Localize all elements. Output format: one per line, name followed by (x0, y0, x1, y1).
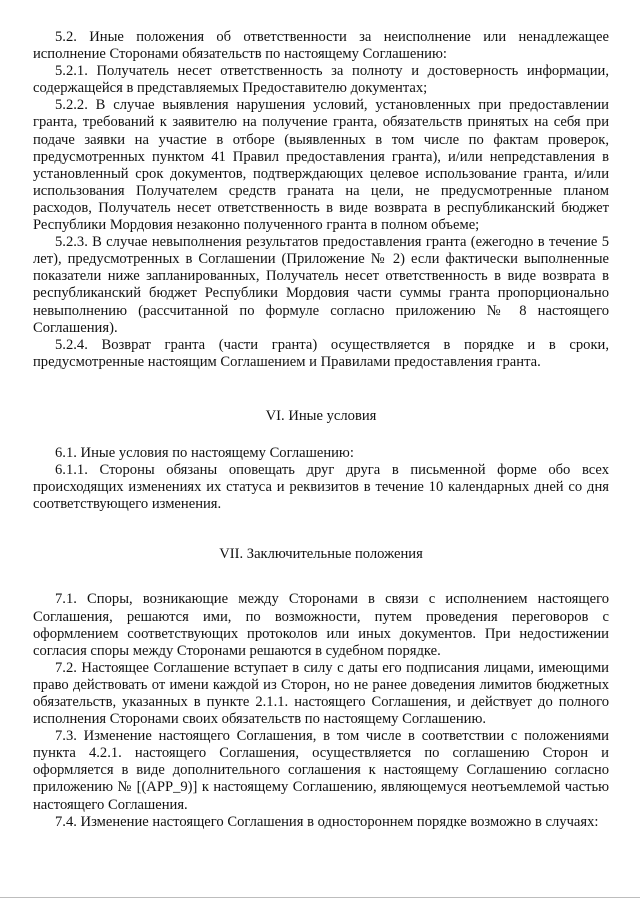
clause-7-1: 7.1. Споры, возникающие между Сторонами в связи с исполнением настоящего Соглашения, решаются ими, по возможности, путем проведения переговоров с оформлением соответствующих протоколов или иных документов. При недостижении согласия споры между Сторонами решаются в судебном порядке. (33, 591, 609, 659)
section-7-heading: VII. Заключительные положения (219, 546, 423, 563)
section-6-heading: VI. Иные условия (265, 407, 377, 424)
clause-7-2: 7.2. Настоящее Соглашение вступает в силу с даты его подписания лицами, имеющими право действовать от имени каждой из Сторон, но не ранее доведения лимитов бюджетных обязательств, указанных в пункте 2.1.1. настоящего Соглашения, и действует до полного исполнения Сторонами своих обязательств по настоящему Соглашению. (33, 659, 609, 728)
clause-5-2-4: 5.2.4. Возврат гранта (части гранта) осуществляется в порядке и в сроки, предусмотренные настоящим Соглашением и Правилами предоставления гранта. (33, 336, 609, 370)
clause-5-2: 5.2. Иные положения об ответственности за неисполнение или ненадлежащее исполнение Сторонами обязательств по настоящему Соглашению: (33, 29, 609, 63)
clause-5-2-2: 5.2.2. В случае выявления нарушения условий, установленных при предоставлении гранта, требований к заявителю на получение гранта, обязательств принятых на себя при подаче заявки на участие в отборе (выявленных в том числе по фактам проверок, предусмотренных пунктом 41 Правил предоставления гранта), и/или непредставления в установленный срок документов, подтверждающих целевое использование гранта, и/или использования Получателем средств граната на цели, не предусмотренные планом расходов, Получатель несет ответственность в виде возврата в республиканский бюджет Республики Мордовия незаконно полученного гранта в полном объеме; (33, 97, 609, 234)
clause-7-3: 7.3. Изменение настоящего Соглашения, в том числе в соответствии с положениями пункта 4.2.1. настоящего Соглашения, осуществляется по соглашению Сторон и оформляется в виде дополнительного соглашения к настоящему Соглашению согласно приложению № [(APP_9)] к настоящему Соглашению, являющемуся неотъемлемой частью настоящего Соглашения. (33, 728, 609, 813)
clause-6-1: 6.1. Иные условия по настоящему Соглашению: (55, 444, 354, 461)
clause-5-2-3: 5.2.3. В случае невыполнения результатов предоставления гранта (ежегодно в течение 5 лет), предусмотренных в Соглашении (Приложение № 2) если фактически выполненные показатели ниже запланированных, Получатель несет ответственность в виде возврата в республиканский бюджет Республики Мордовия части суммы гранта пропорционально невыполнению (рассчитанной по формуле согласно приложению № 8 настоящего Соглашения). (33, 234, 609, 336)
clause-6-1-1: 6.1.1. Стороны обязаны оповещать друг друга в письменной форме обо всех происходящих изменениях их статуса и реквизитов в течение 10 календарных дней со дня соответствующего изменения. (33, 462, 609, 513)
document-page (33, 29, 609, 831)
clause-7-4: 7.4. Изменение настоящего Соглашения в одностороннем порядке возможно в случаях: (55, 813, 599, 830)
page-bottom-divider (0, 897, 640, 898)
clause-5-2-1: 5.2.1. Получатель несет ответственность за полноту и достоверность информации, содержащейся в представляемых Предоставителю документах; (33, 63, 609, 97)
